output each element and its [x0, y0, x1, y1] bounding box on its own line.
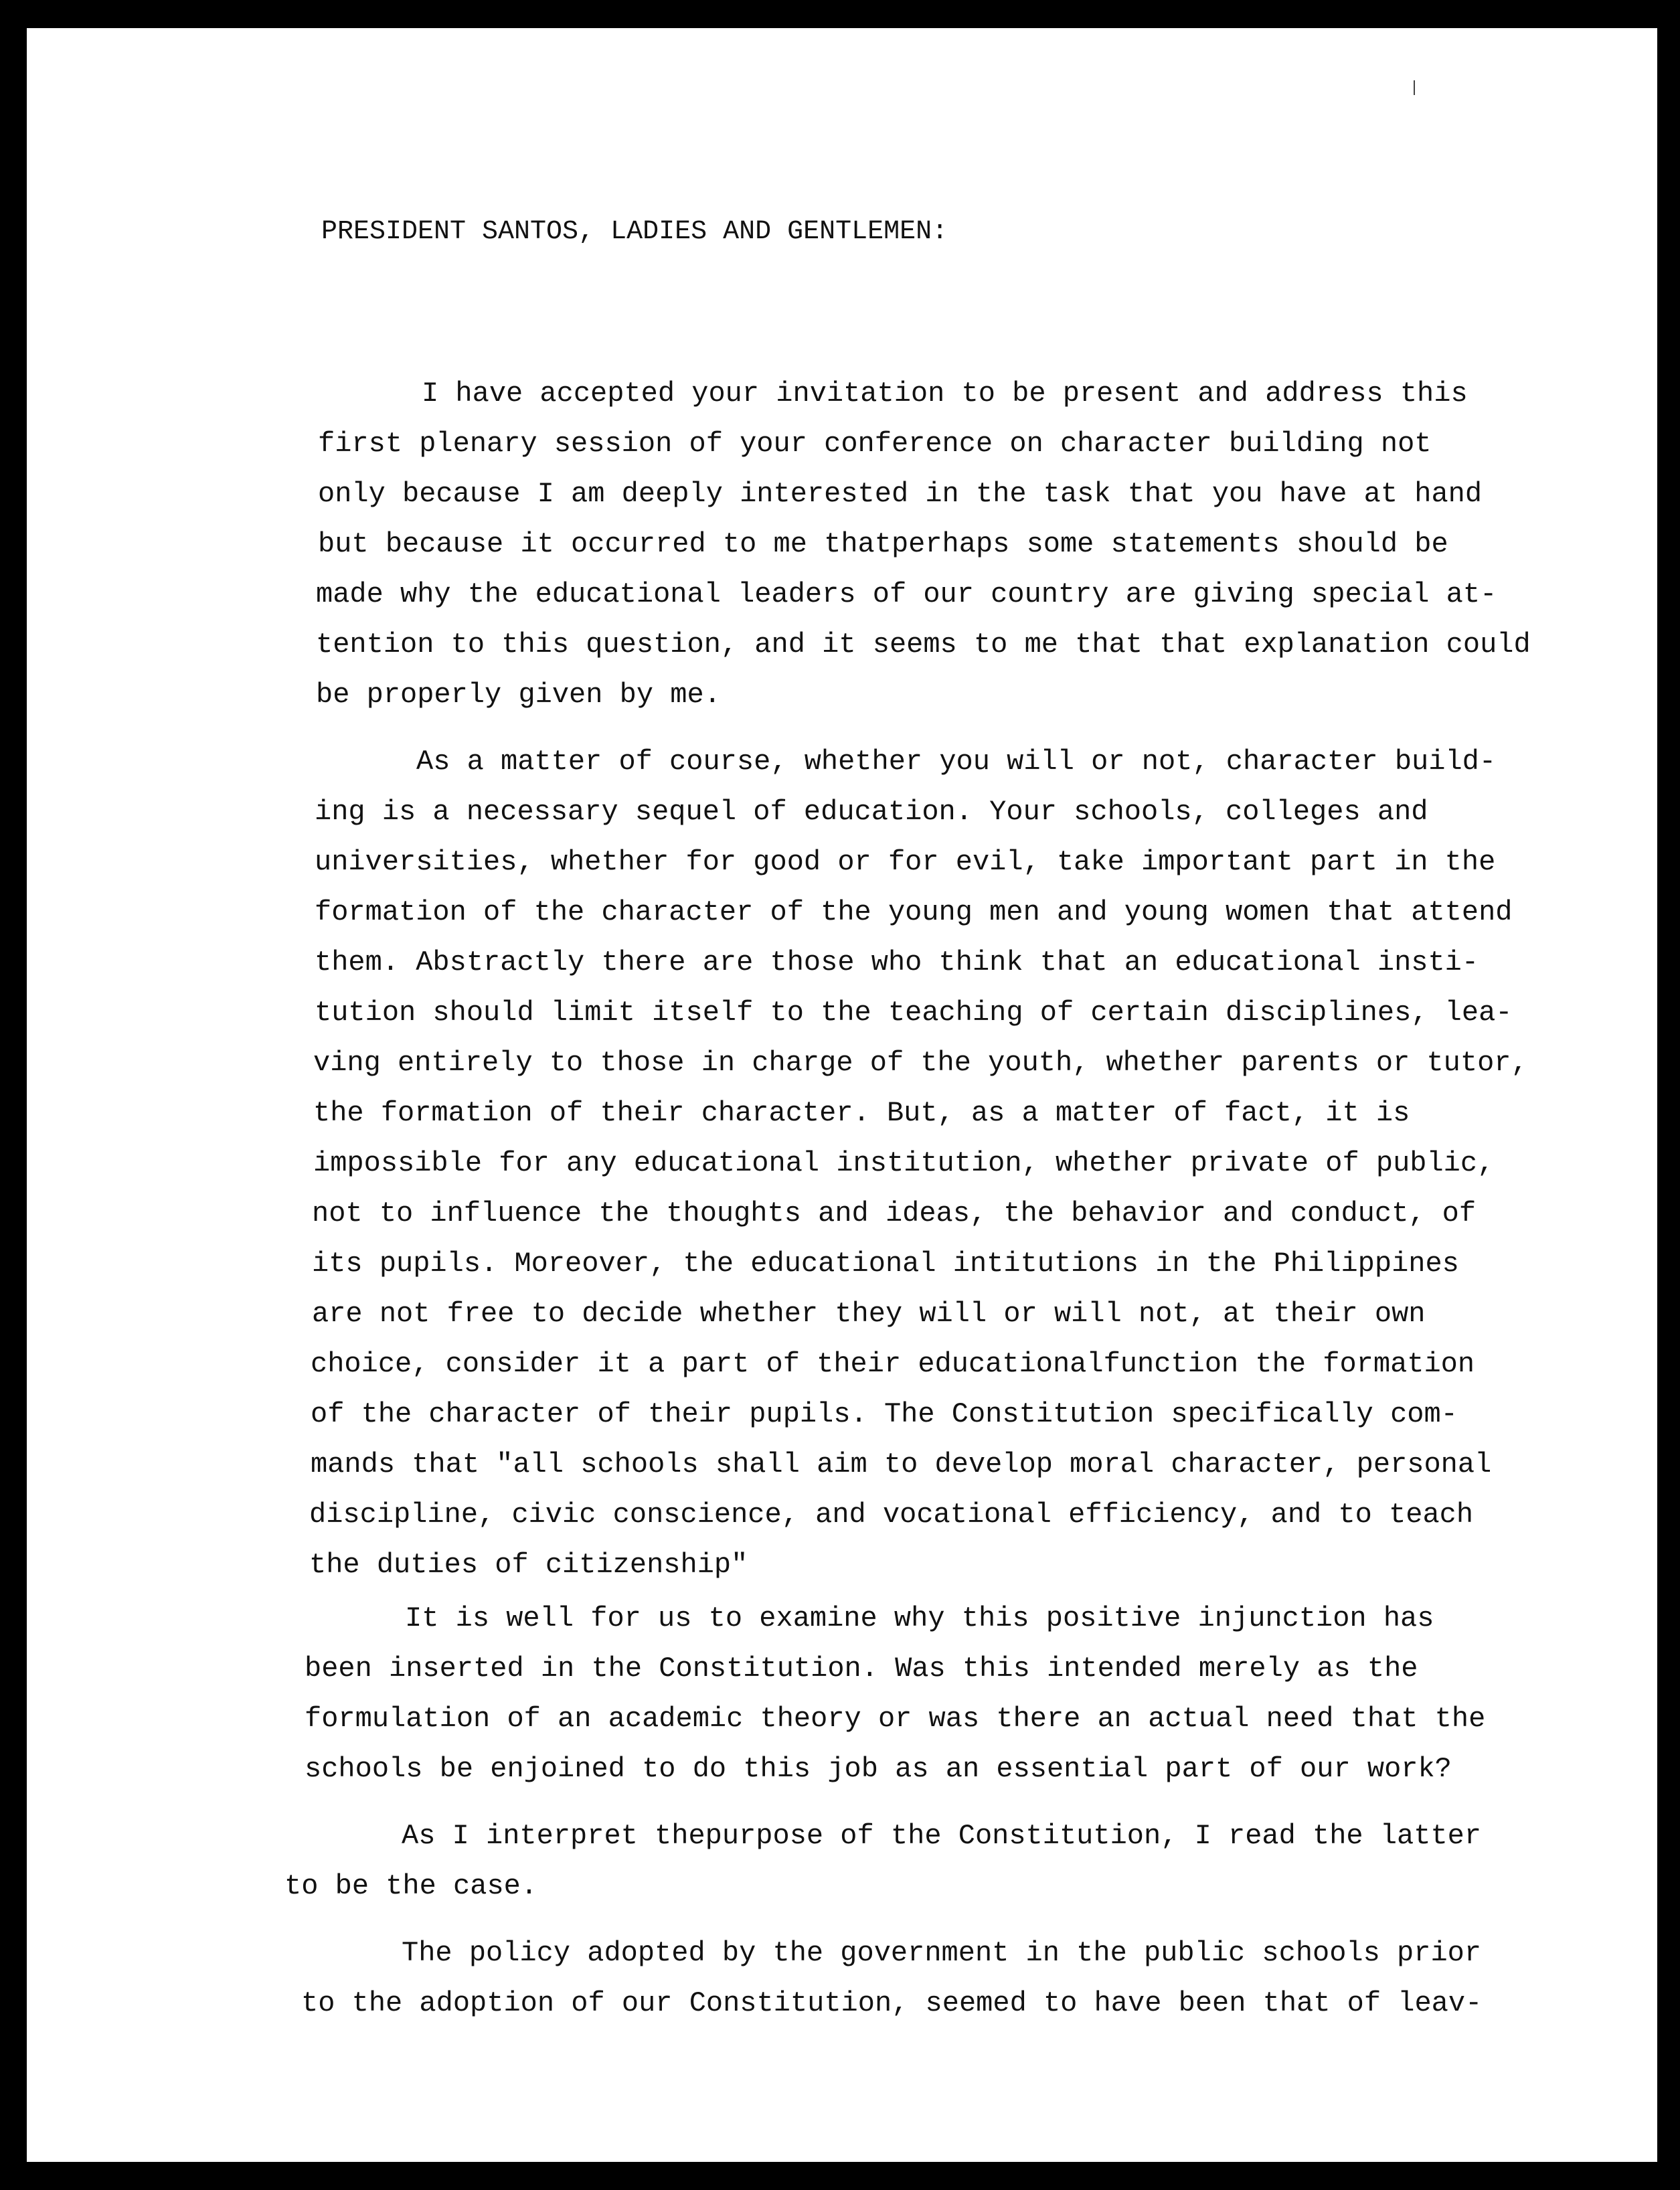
text-line: universities, whether for good or for evil, take important part in the: [315, 846, 1496, 878]
text-line: ving entirely to those in charge of the youth, whether parents or tutor,: [313, 1047, 1528, 1079]
text-line: to the adoption of our Constitution, seemed to have been that of leav-: [301, 1987, 1483, 2019]
text-line: the duties of citizenship": [309, 1549, 748, 1581]
text-line: formation of the character of the young men and young women that attend: [315, 896, 1513, 928]
text-line: been inserted in the Constitution. Was this intended merely as the: [305, 1653, 1418, 1685]
text-line: be properly given by me.: [316, 679, 721, 711]
text-line: discipline, civic conscience, and vocational efficiency, and to teach: [309, 1499, 1474, 1531]
document-page: [27, 28, 1657, 2162]
text-line: impossible for any educational institution, whether private of public,: [313, 1147, 1495, 1179]
text-line: of the character of their pupils. The Constitution specifically com-: [311, 1398, 1458, 1430]
text-line: The policy adopted by the government in the public schools prior: [402, 1937, 1482, 1969]
text-line: not to influence the thoughts and ideas, the behavior and conduct, of: [312, 1197, 1477, 1230]
text-line: to be the case.: [284, 1870, 538, 1902]
salutation: PRESIDENT SANTOS, LADIES AND GENTLEMEN:: [321, 217, 948, 247]
text-line: As a matter of course, whether you will or not, character build-: [416, 746, 1497, 778]
text-line: made why the educational leaders of our country are giving special at-: [316, 578, 1497, 610]
text-line: mands that "all schools shall aim to develop moral character, personal: [311, 1448, 1492, 1481]
text-line: its pupils. Moreover, the educational intitutions in the Philippines: [312, 1248, 1459, 1280]
text-line: only because I am deeply interested in the task that you have at hand: [318, 478, 1483, 510]
text-line: tention to this question, and it seems to me that that explanation could: [316, 628, 1531, 661]
text-line: first plenary session of your conference on character building not: [318, 428, 1432, 460]
text-line: the formation of their character. But, as a matter of fact, it is: [313, 1097, 1410, 1129]
text-line: are not free to decide whether they will or will not, at their own: [312, 1298, 1426, 1330]
text-line: It is well for us to examine why this positive injunction has: [405, 1602, 1434, 1634]
text-line: ing is a necessary sequel of education. Your schools, colleges and: [315, 796, 1428, 828]
text-line: them. Abstractly there are those who think that an educational insti-: [315, 946, 1479, 979]
text-line: formulation of an academic theory or was there an actual need that the: [305, 1703, 1486, 1735]
text-line: schools be enjoined to do this job as an essential part of our work?: [305, 1753, 1452, 1785]
corner-mark: [1414, 80, 1415, 95]
text-line: I have accepted your invitation to be present and address this: [422, 377, 1468, 410]
text-line: tution should limit itself to the teaching of certain disciplines, lea-: [315, 997, 1513, 1029]
text-line: choice, consider it a part of their educationalfunction the formation: [311, 1348, 1475, 1380]
text-line: but because it occurred to me thatperhaps some statements should be: [318, 528, 1448, 560]
text-line: As I interpret thepurpose of the Constitution, I read the latter: [402, 1820, 1482, 1852]
